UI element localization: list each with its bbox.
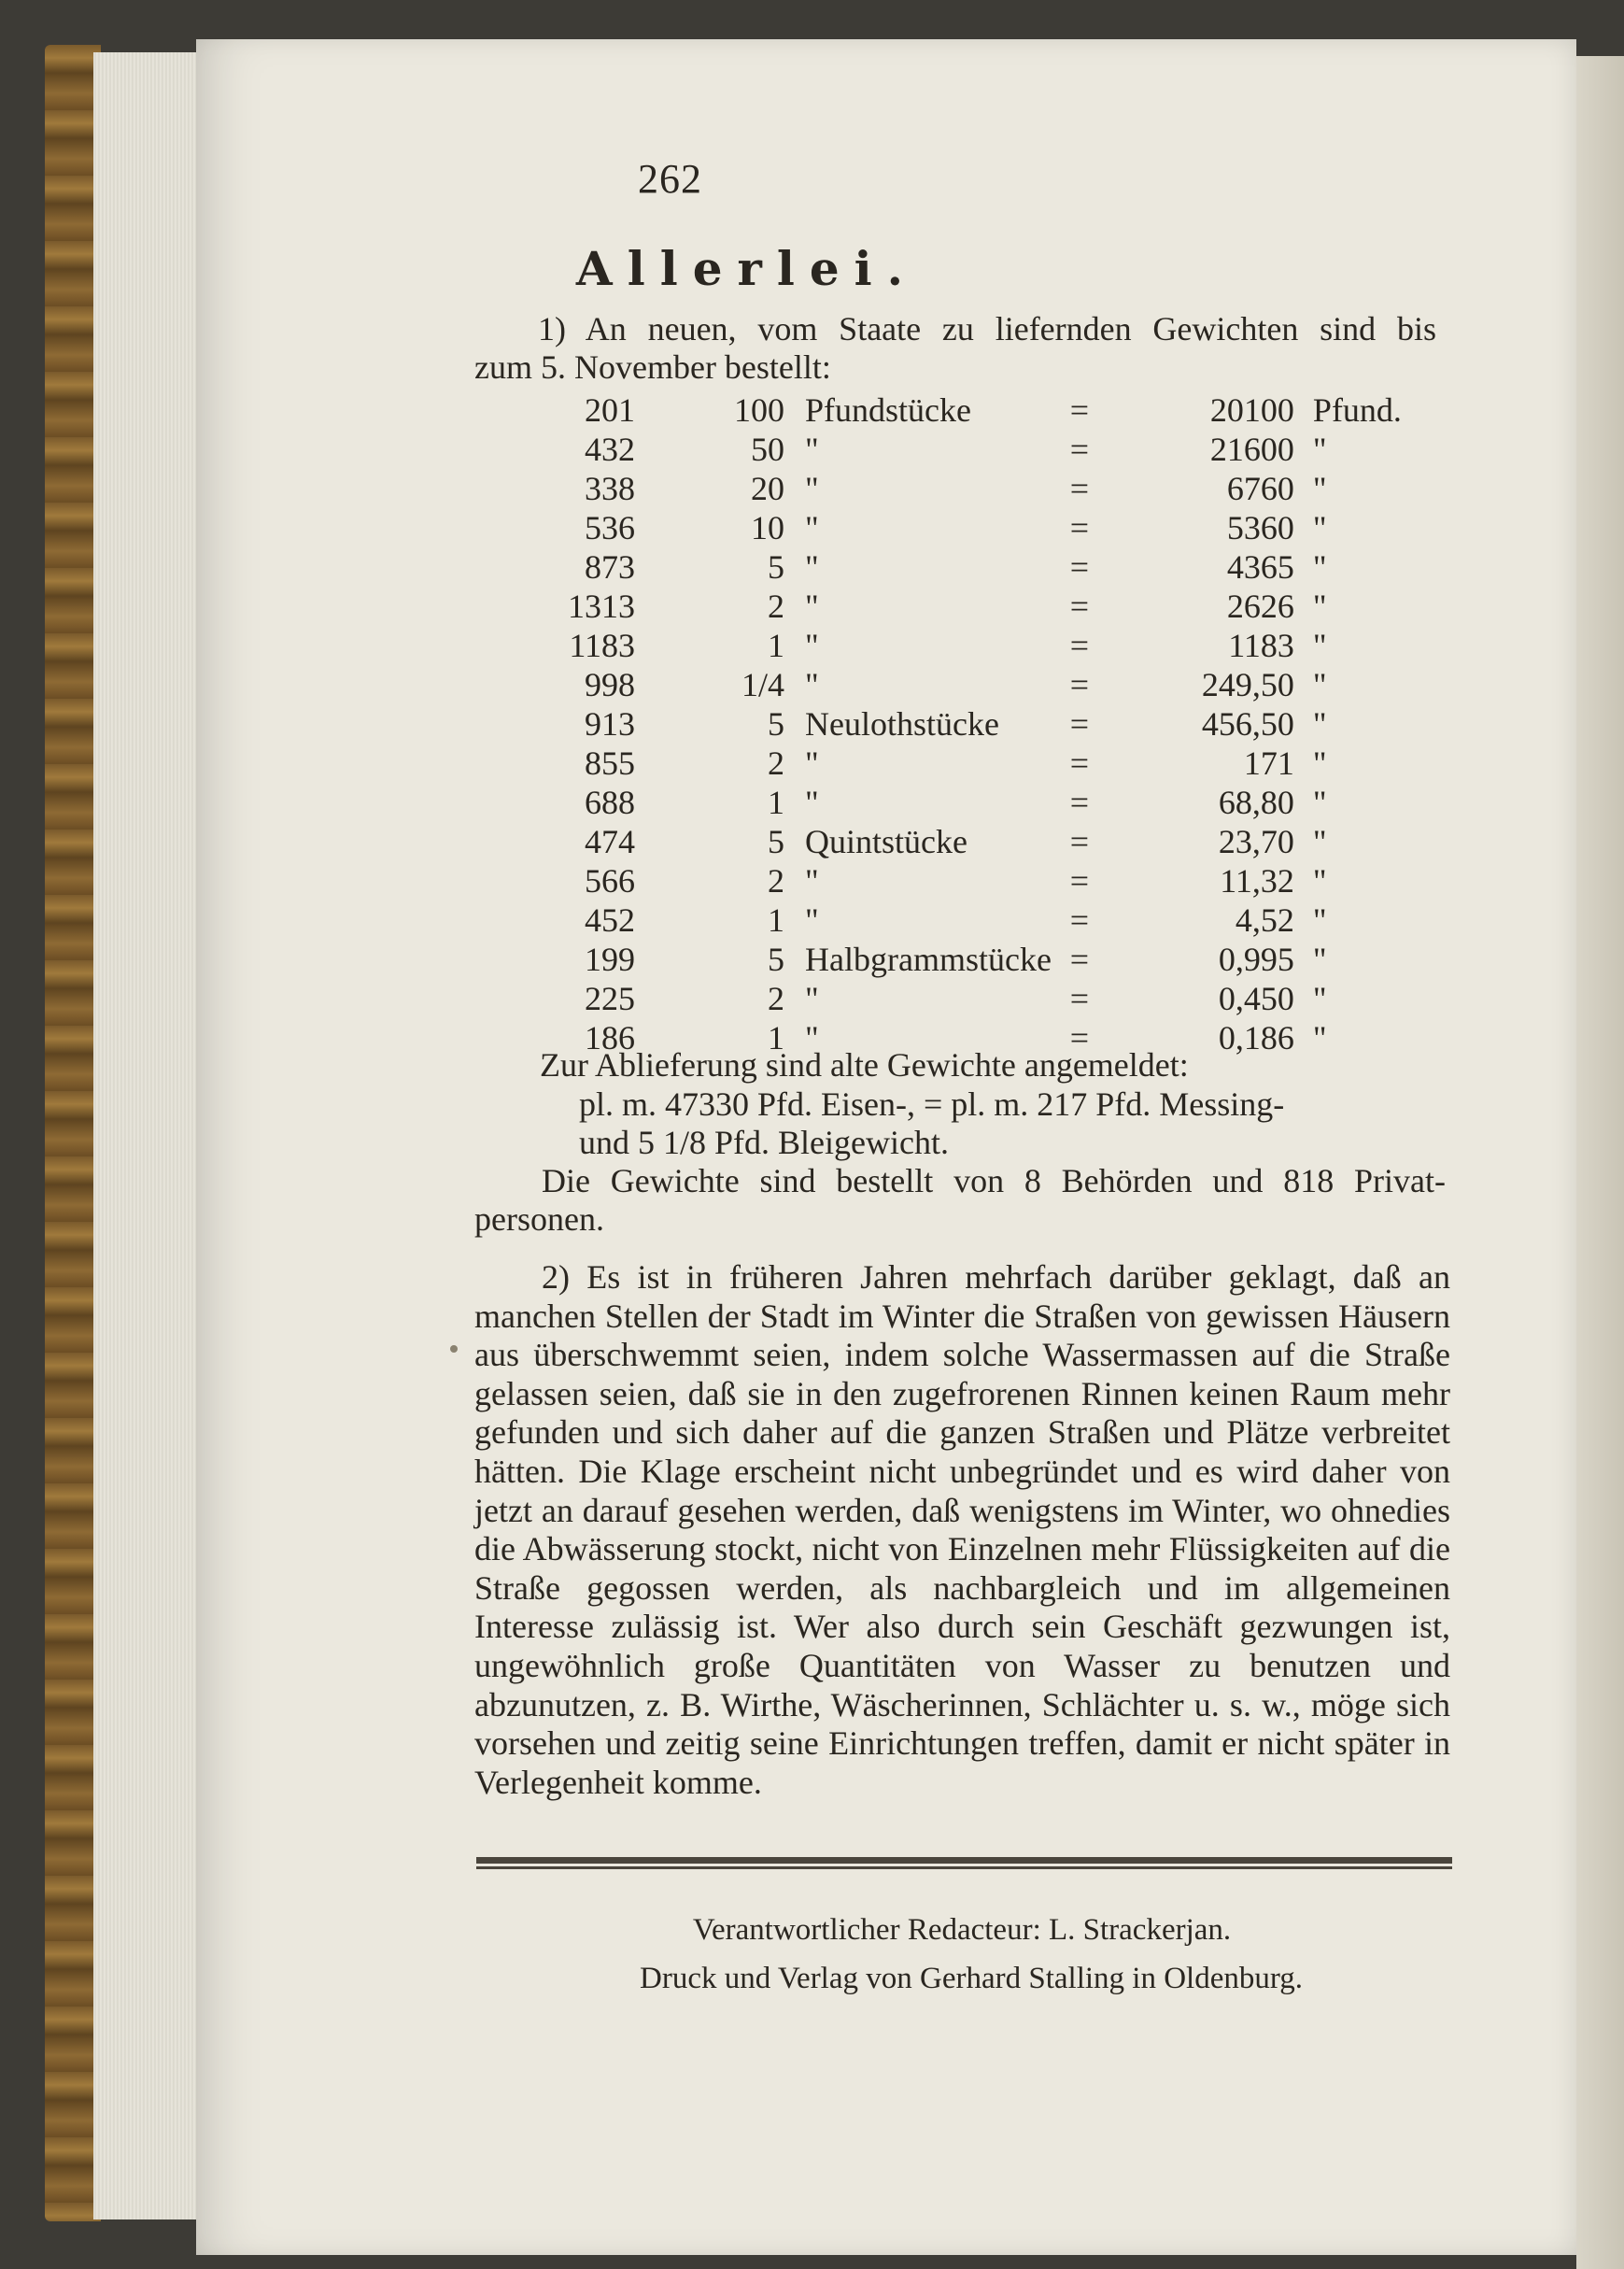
- row-size: 2: [768, 745, 784, 782]
- row-size: 1: [768, 784, 784, 821]
- row-unit: Pfundstücke: [805, 391, 971, 429]
- row-total: 456,50: [1201, 705, 1294, 743]
- row-total: 1183: [1228, 627, 1294, 664]
- row-size: 10: [751, 509, 784, 546]
- row-count: 199: [585, 941, 635, 978]
- row-total-unit: ": [1312, 509, 1327, 546]
- row-total-unit: ": [1312, 627, 1327, 664]
- row-count: 566: [585, 862, 635, 900]
- row-unit: ": [805, 980, 819, 1017]
- row-total-unit: ": [1312, 1019, 1327, 1057]
- ordered-note: [474, 1162, 1446, 1239]
- row-total-unit: ": [1312, 901, 1327, 939]
- row-equals: =: [1069, 784, 1090, 821]
- row-unit: ": [805, 862, 819, 900]
- row-size: 50: [751, 431, 784, 468]
- row-total: 6760: [1226, 470, 1294, 507]
- delivery-heading: Zur Ablieferung sind alte Gewichte angemeldet:: [540, 1046, 1189, 1084]
- row-size: 2: [768, 862, 784, 900]
- weights-row: [523, 390, 1416, 430]
- row-unit: ": [805, 588, 819, 625]
- section-title: Allerlei.: [575, 241, 919, 296]
- row-equals: =: [1069, 470, 1090, 507]
- weights-row: [523, 940, 1416, 979]
- row-equals: =: [1069, 627, 1090, 664]
- row-unit: ": [805, 627, 819, 664]
- row-unit: ": [805, 901, 819, 939]
- row-total-unit: ": [1312, 784, 1327, 821]
- row-count: 1183: [569, 627, 635, 664]
- row-count: 1313: [568, 588, 635, 625]
- weights-row: [523, 626, 1416, 665]
- item2-paragraph: [474, 1258, 1450, 1802]
- weights-row: [523, 469, 1416, 508]
- row-count: 855: [585, 745, 635, 782]
- delivery-line2: und 5 1/8 Pfd. Bleigewicht.: [579, 1124, 949, 1161]
- row-equals: =: [1069, 391, 1090, 429]
- row-count: 536: [585, 509, 635, 546]
- weights-row: [523, 901, 1416, 940]
- item2-text: 2) Es ist in früheren Jahren mehrfach darüber geklagt, daß an manchen Stellen der Stadt im Winter die Straßen von gewissen Häusern aus überschwemmt seien, indem solche Wassermassen auf die Straße gelassen seien, daß sie in den zugefrorenen Rinnen keinen Raum mehr gefunden und sich daher auf die ganzen Straßen und Plätze verbreitet hätten. Die Klage erscheint nicht unbegründet und es wird daher von jetzt an darauf gesehen werden, daß wenigstens im Winter, wo ohnedies die Abwässerung stockt, nicht von Einzelnen mehr Flüssigkeiten auf die Straße gegossen werden, als nachbargleich und im allgemeinen Interesse zulässig ist. Wer also durch sein Geschäft gezwungen ist, ungewöhnlich große Quantitäten von Wasser zu benutzen und abzunutzen, z. B. Wirthe, Wäscherinnen, Schlächter u. s. w., möge sich vorsehen und zeitig seine Einrichtungen treffen, damit er nicht später in Verlegenheit komme.: [474, 1258, 1450, 1801]
- row-unit: ": [805, 745, 819, 782]
- row-total: 21600: [1209, 431, 1294, 468]
- row-total-unit: ": [1312, 666, 1327, 703]
- weights-row: [523, 861, 1416, 901]
- row-size: 5: [768, 548, 784, 586]
- row-unit: ": [805, 1019, 819, 1057]
- row-total: 4,52: [1235, 901, 1294, 939]
- row-equals: =: [1069, 745, 1090, 782]
- footer-rule-thin: [476, 1866, 1452, 1869]
- weights-table: [523, 390, 1416, 1057]
- row-total: 5360: [1226, 509, 1294, 546]
- row-equals: =: [1069, 705, 1090, 743]
- row-total: 249,50: [1201, 666, 1294, 703]
- row-equals: =: [1069, 666, 1090, 703]
- row-size: 2: [768, 980, 784, 1017]
- row-size: 2: [768, 588, 784, 625]
- row-unit: ": [805, 666, 819, 703]
- ink-speck: [450, 1345, 458, 1353]
- row-total: 171: [1243, 745, 1294, 782]
- row-total: 23,70: [1218, 823, 1294, 860]
- row-total-unit: Pfund.: [1312, 391, 1402, 429]
- row-unit: ": [805, 431, 819, 468]
- item1-intro-line2: zum 5. November bestellt:: [474, 348, 831, 386]
- row-unit: ": [805, 784, 819, 821]
- row-total-unit: ": [1312, 941, 1327, 978]
- row-total: 11,32: [1220, 862, 1294, 900]
- row-total: 0,450: [1218, 980, 1294, 1017]
- weights-row: [523, 508, 1416, 547]
- row-size: 5: [768, 823, 784, 860]
- row-count: 688: [585, 784, 635, 821]
- ordered-line2: personen.: [474, 1200, 604, 1238]
- row-size: 1: [768, 901, 784, 939]
- row-unit: Halbgrammstücke: [805, 941, 1052, 978]
- weights-row: [523, 547, 1416, 587]
- row-size: 1/4: [741, 666, 784, 703]
- row-count: 452: [585, 901, 635, 939]
- row-total-unit: ": [1312, 745, 1327, 782]
- row-equals: =: [1069, 901, 1090, 939]
- row-size: 5: [768, 941, 784, 978]
- row-total-unit: ": [1312, 470, 1327, 507]
- next-page-edge: [1576, 56, 1624, 2269]
- weights-row: [523, 704, 1416, 744]
- footer-rule: [476, 1857, 1452, 1864]
- row-count: 338: [585, 470, 635, 507]
- row-equals: =: [1069, 862, 1090, 900]
- row-total: 2626: [1226, 588, 1294, 625]
- row-total: 4365: [1226, 548, 1294, 586]
- weights-row: [523, 430, 1416, 469]
- row-total-unit: ": [1312, 823, 1327, 860]
- row-total: 0,995: [1218, 941, 1294, 978]
- page-number: 262: [638, 156, 702, 202]
- weights-row: [523, 783, 1416, 822]
- weights-row: [523, 665, 1416, 704]
- weights-row: [523, 744, 1416, 783]
- item1-intro-line1: 1) An neuen, vom Staate zu liefernden Gewichten sind bis: [538, 310, 1436, 347]
- row-total: 0,186: [1218, 1019, 1294, 1057]
- row-total-unit: ": [1312, 431, 1327, 468]
- row-total-unit: ": [1312, 980, 1327, 1017]
- weights-row: [523, 822, 1416, 861]
- row-total-unit: ": [1312, 705, 1327, 743]
- row-equals: =: [1069, 1019, 1090, 1057]
- row-total-unit: ": [1312, 588, 1327, 625]
- editor-line: Verantwortlicher Redacteur: L. Strackerjan.: [692, 1913, 1232, 1947]
- row-count: 201: [585, 391, 635, 429]
- row-size: 5: [768, 705, 784, 743]
- row-size: 100: [734, 391, 784, 429]
- row-count: 432: [585, 431, 635, 468]
- row-count: 225: [585, 980, 635, 1017]
- weights-row: [523, 587, 1416, 626]
- row-size: 1: [768, 627, 784, 664]
- row-total-unit: ": [1312, 862, 1327, 900]
- row-unit: Neulothstücke: [805, 705, 999, 743]
- row-count: 873: [585, 548, 635, 586]
- row-total-unit: ": [1312, 548, 1327, 586]
- delivery-details: [579, 1085, 1447, 1162]
- delivery-line1: pl. m. 47330 Pfd. Eisen-, = pl. m. 217 Pfd. Messing-: [579, 1085, 1285, 1123]
- row-equals: =: [1069, 548, 1090, 586]
- row-count: 998: [585, 666, 635, 703]
- book-binding: [45, 45, 101, 2221]
- row-equals: =: [1069, 588, 1090, 625]
- row-size: 1: [768, 1019, 784, 1057]
- row-count: 913: [585, 705, 635, 743]
- row-unit: ": [805, 509, 819, 546]
- row-total: 20100: [1209, 391, 1294, 429]
- row-count: 186: [585, 1019, 635, 1057]
- row-equals: =: [1069, 509, 1090, 546]
- row-equals: =: [1069, 431, 1090, 468]
- ordered-line1: Die Gewichte sind bestellt von 8 Behörden und 818 Privat-: [542, 1162, 1446, 1199]
- item1-intro: [474, 310, 1436, 387]
- row-total: 68,80: [1218, 784, 1294, 821]
- row-unit: Quintstücke: [805, 823, 967, 860]
- row-unit: ": [805, 470, 819, 507]
- row-unit: ": [805, 548, 819, 586]
- row-count: 474: [585, 823, 635, 860]
- row-equals: =: [1069, 980, 1090, 1017]
- row-equals: =: [1069, 941, 1090, 978]
- row-size: 20: [751, 470, 784, 507]
- printer-line: Druck und Verlag von Gerhard Stalling in Oldenburg.: [640, 1962, 1303, 1995]
- weights-row: [523, 979, 1416, 1018]
- row-equals: =: [1069, 823, 1090, 860]
